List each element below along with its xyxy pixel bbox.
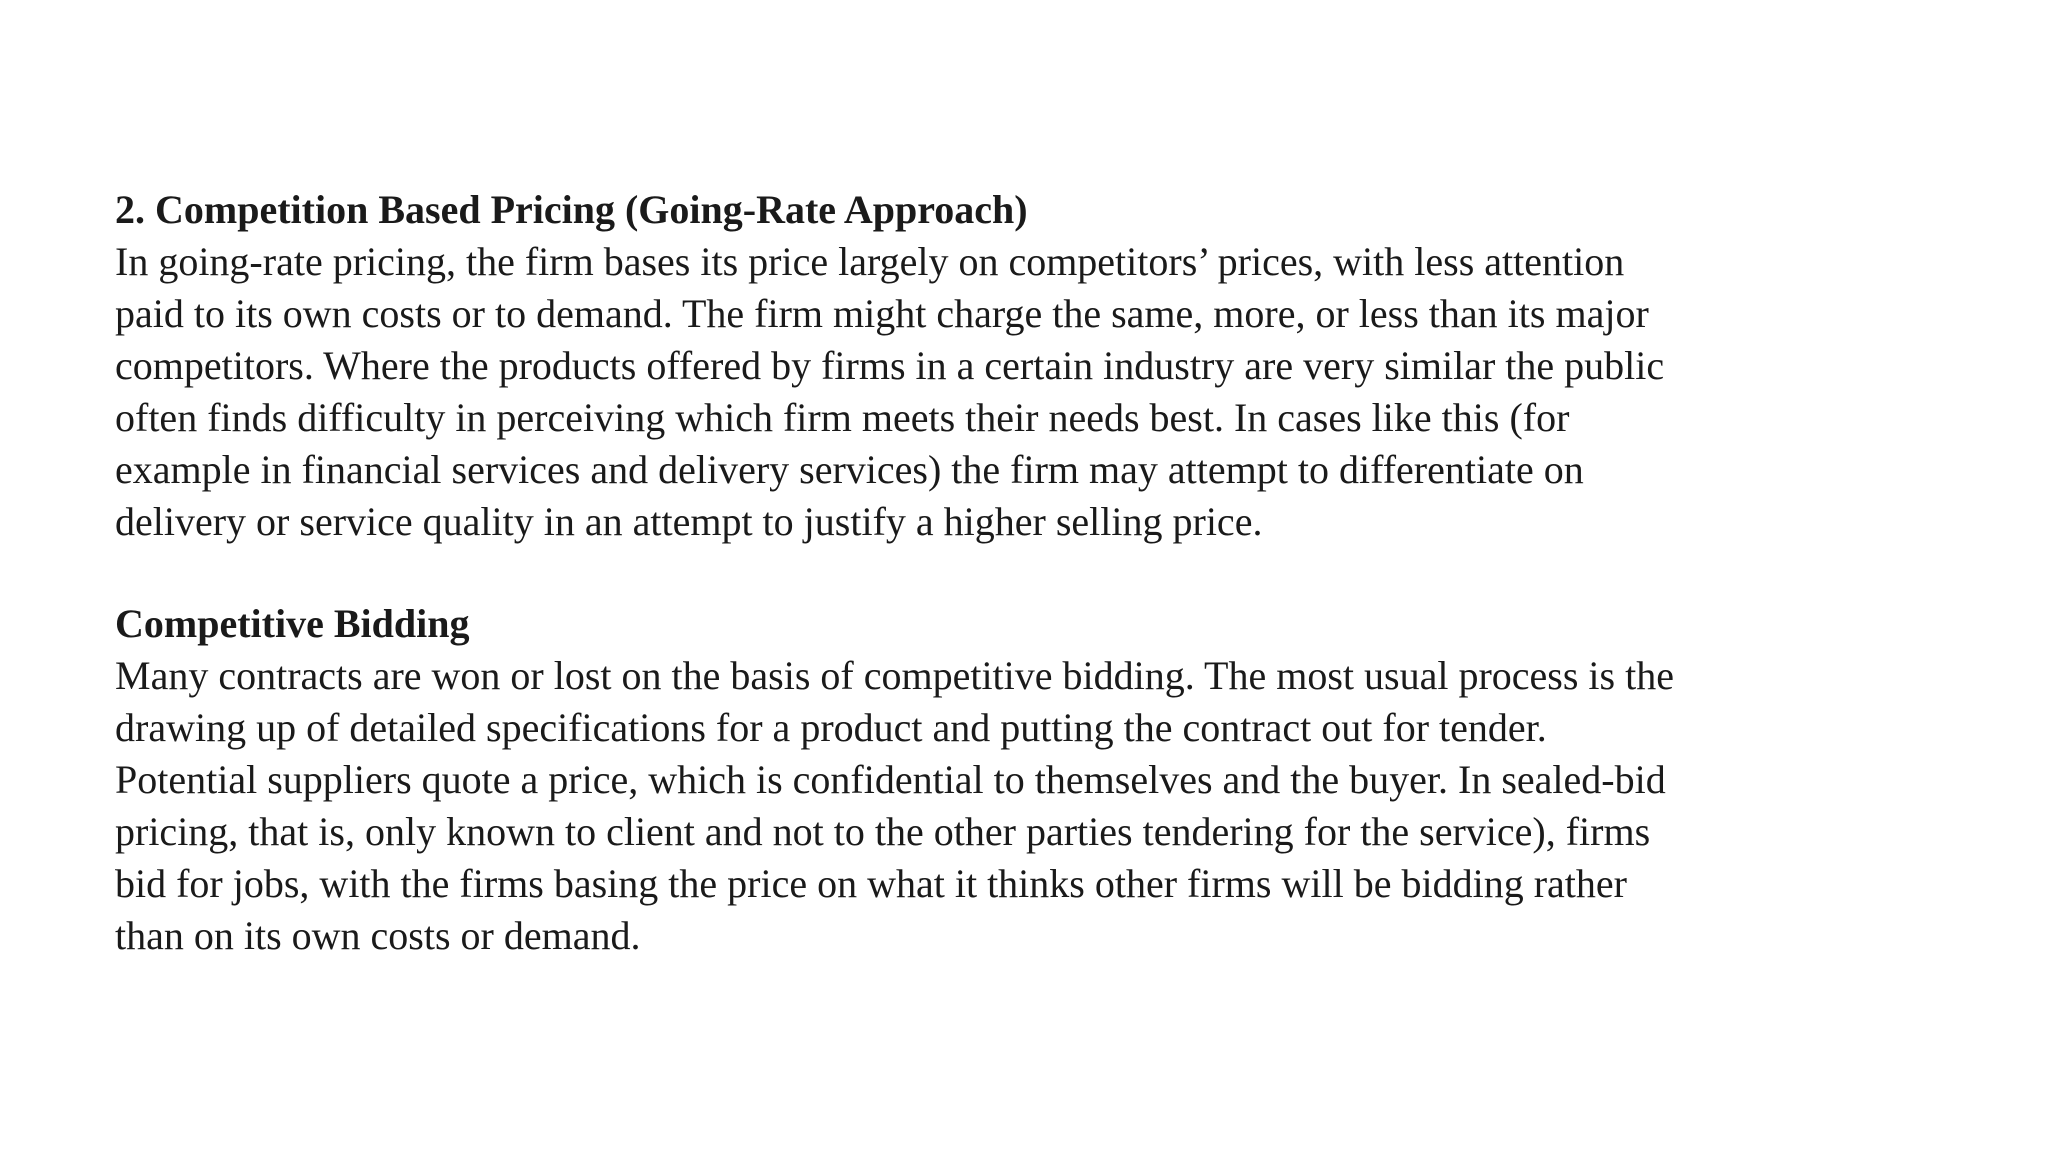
section-paragraph [115, 650, 2015, 962]
paragraph-line: paid to its own costs or to demand. The firm might charge the same, more, or less than its major [115, 291, 1649, 336]
paragraph-line: drawing up of detailed specifications for a product and putting the contract out for tender. [115, 705, 1547, 750]
paragraph-line: bid for jobs, with the firms basing the price on what it thinks other firms will be bidding rather [115, 861, 1627, 906]
section-spacer [115, 548, 2015, 598]
paragraph-line: pricing, that is, only known to client and not to the other parties tendering for the service), firms [115, 809, 1651, 854]
document-body [115, 184, 2015, 962]
paragraph-line: example in financial services and delivery services) the firm may attempt to differentiate on [115, 447, 1584, 492]
section-heading: 2. Competition Based Pricing (Going-Rate Approach) [115, 187, 1028, 232]
paragraph-line: Many contracts are won or lost on the basis of competitive bidding. The most usual process is the [115, 653, 1674, 698]
paragraph-line: In going-rate pricing, the firm bases its price largely on competitors’ prices, with less attention [115, 239, 1625, 284]
section-heading: Competitive Bidding [115, 601, 470, 646]
paragraph-line: delivery or service quality in an attempt to justify a higher selling price. [115, 499, 1263, 544]
section-competitive-bidding [115, 598, 2015, 962]
paragraph-line: Potential suppliers quote a price, which is confidential to themselves and the buyer. In sealed-bid [115, 757, 1666, 802]
paragraph-line: than on its own costs or demand. [115, 913, 641, 958]
section-paragraph [115, 236, 2015, 548]
section-competition-based-pricing [115, 184, 2015, 548]
paragraph-line: often finds difficulty in perceiving which firm meets their needs best. In cases like this (for [115, 395, 1570, 440]
paragraph-line: competitors. Where the products offered by firms in a certain industry are very similar the public [115, 343, 1665, 388]
